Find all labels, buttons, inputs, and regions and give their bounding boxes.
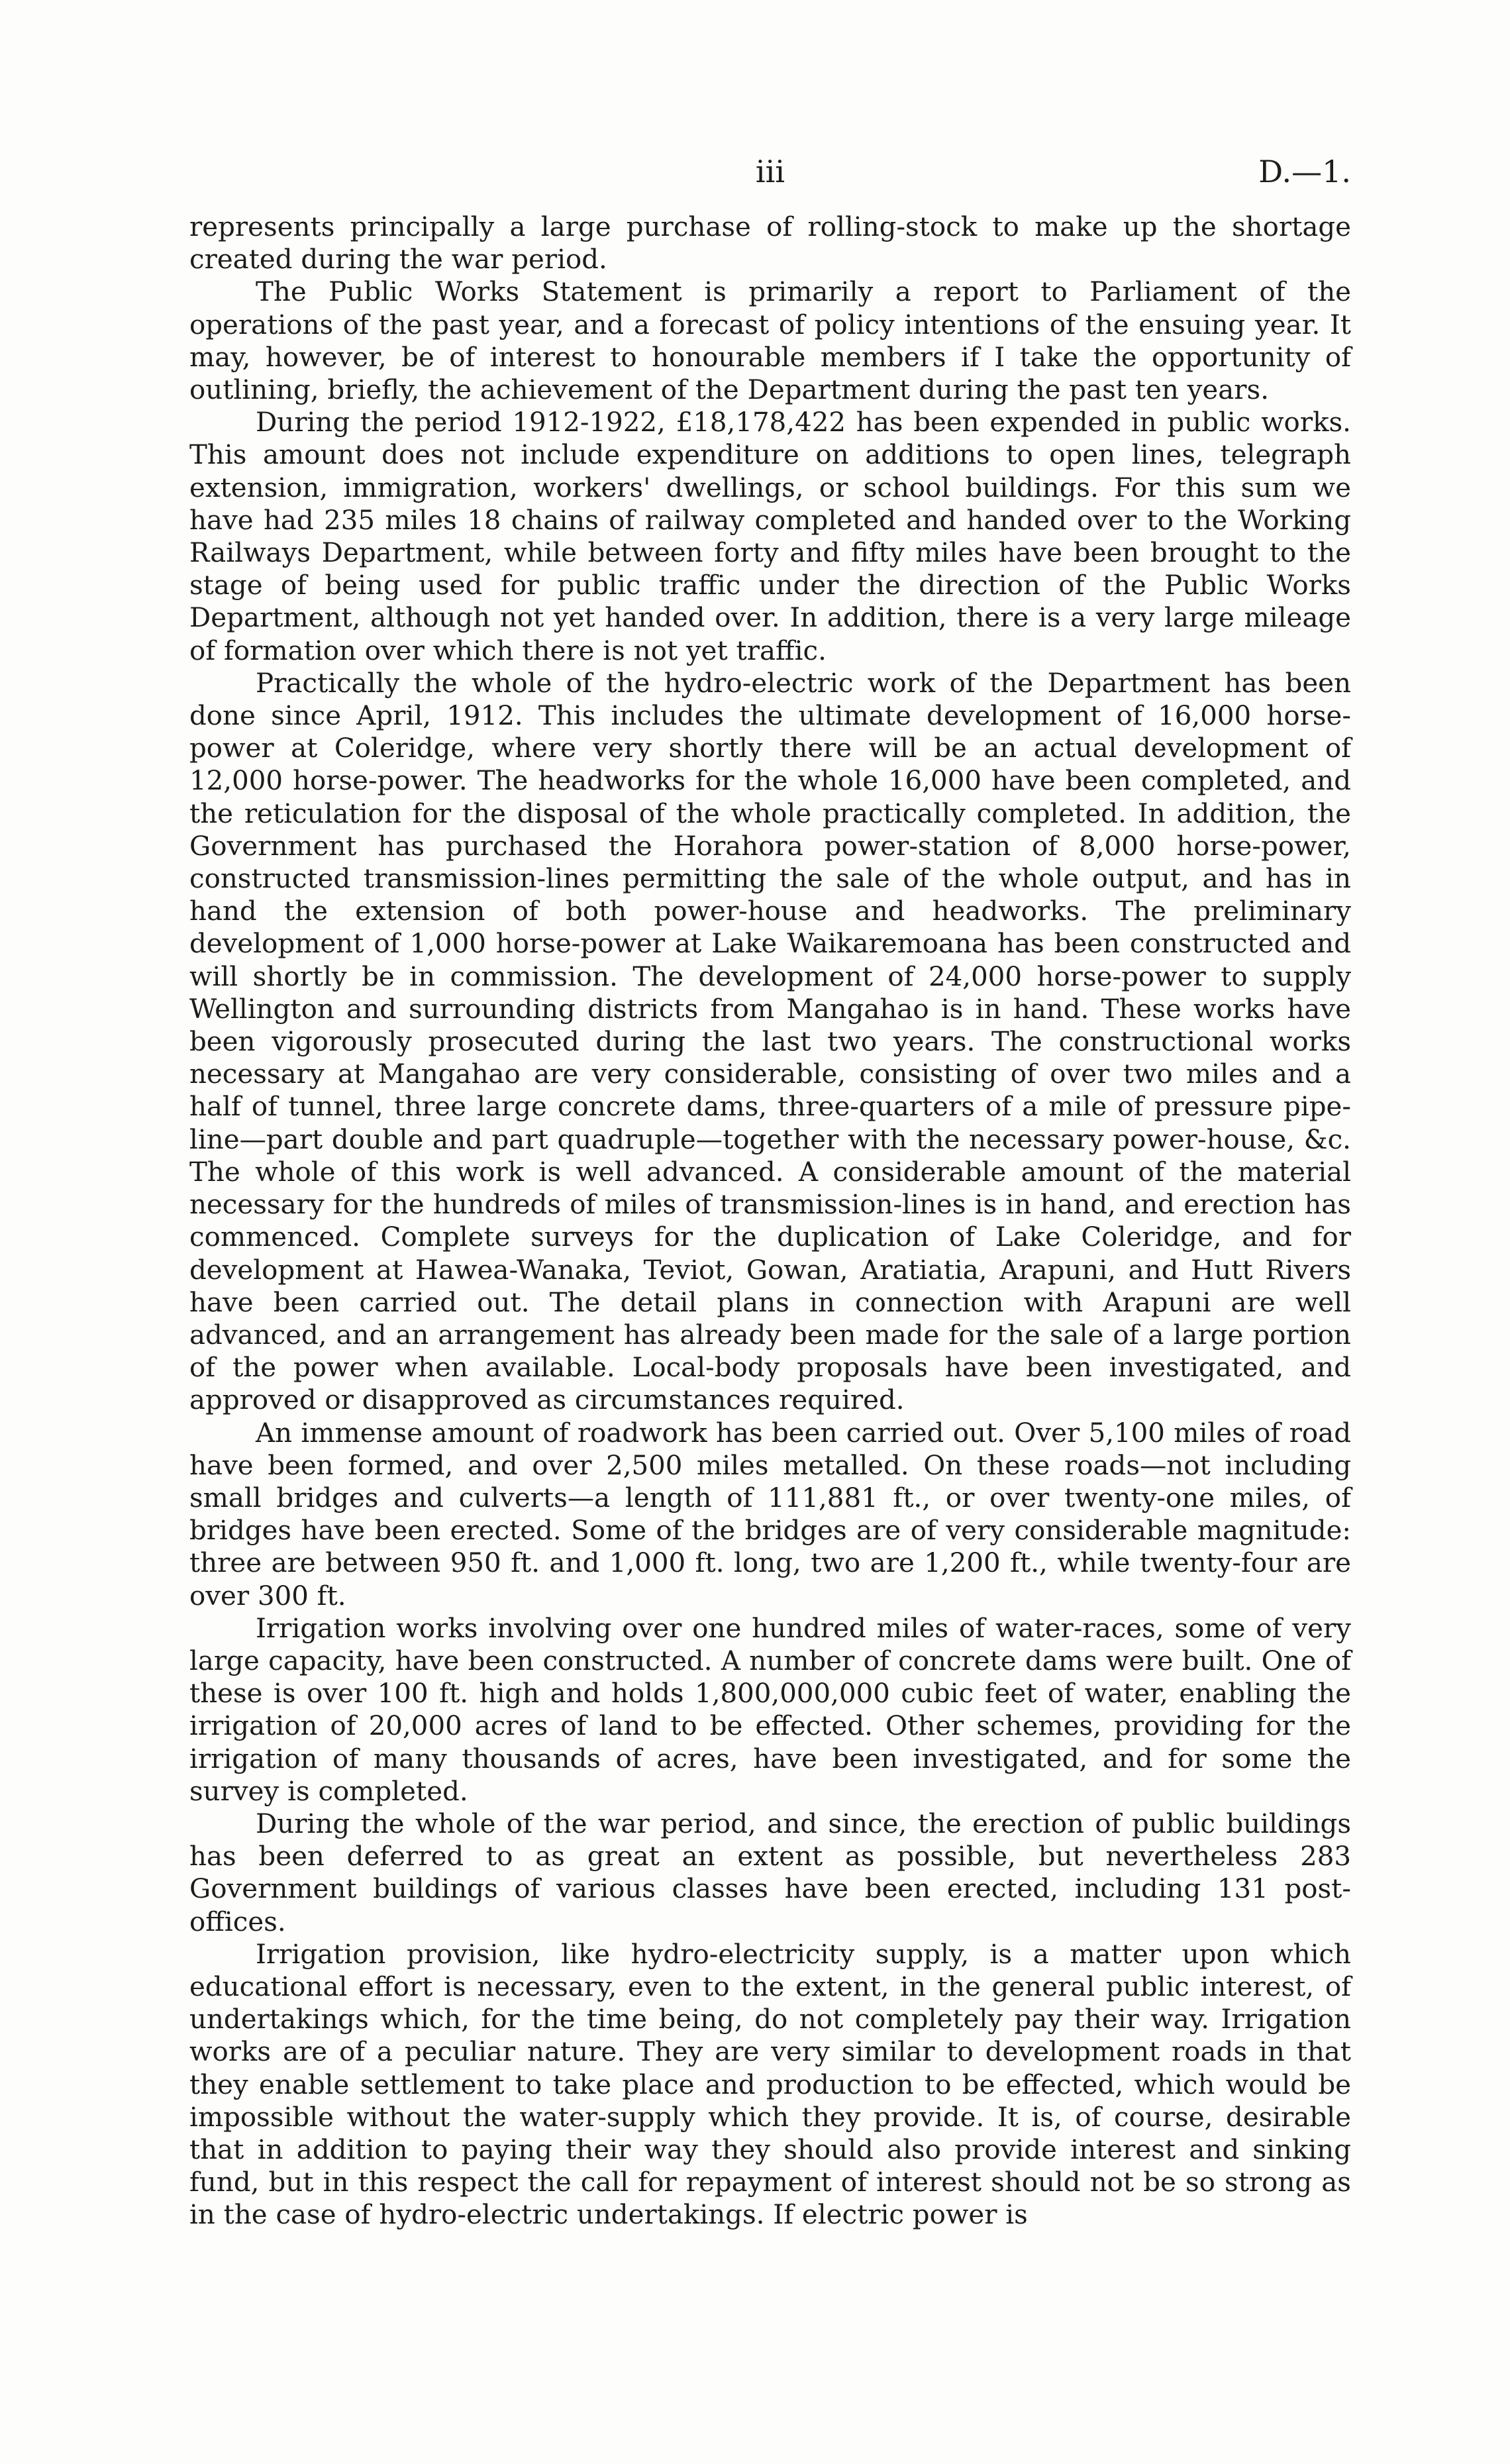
paragraph-hydro-electric: Practically the whole of the hydro-electric work of the Department has been done since April, 1912. This includes the ultimate development of 16,000 horse-power at Coleridge, where very shortly there will be an actual development of 12,000 horse-power. The headworks for the whole 16,000 have been completed, and the reticulation for the disposal of the whole practically completed. In addition, the Government has purchased the Horahora power-station of 8,000 horse-power, constructed transmission-lines permitting the sale of the whole output, and has in hand the extension of both power-house and headworks. The preliminary development of 1,000 horse-power at Lake Waikaremoana has been constructed and will shortly be in commission. The development of 24,000 horse-power to supply Wellington and surrounding districts from Mangahao is in hand. These works have been vigorously prosecuted during the last two years. The constructional works necessary at Mangahao are very considerable, consisting of over two miles and a half of tunnel, three large concrete dams, three-quarters of a mile of pressure pipe-line—part double and part quadruple—together with the necessary power-house, &c. The whole of this work is well advanced. A considerable amount of the material necessary for the hundreds of miles of transmission-lines is in hand, and erection has commenced. Complete surveys for the duplication of Lake Coleridge, and for development at Hawea-Wanaka, Teviot, Gowan, Aratiatia, Arapuni, and Hutt Rivers have been carried out. The detail plans in connection with Arapuni are well advanced, and an arrangement has already been made for the sale of a large portion of the power when available. Local-body proposals have been investigated, and approved or disapproved as circumstances required. [189, 667, 1351, 1416]
page-number: iii [755, 154, 785, 189]
paragraph-irrigation-provision: Irrigation provision, like hydro-electricity supply, is a matter upon which educational effort is necessary, even to the extent, in the general public interest, of undertakings which, for the time being, do not completely pay their way. Irrigation works are of a peculiar nature. They are very similar to development roads in that they enable settlement to take place and production to be effected, which would be impossible without the water-supply which they provide. It is, of course, desirable that in addition to paying their way they should also provide interest and sinking fund, but in this respect the call for repayment of interest should not be so strong as in the case of hydro-electric undertakings. If electric power is [189, 1938, 1351, 2231]
page-header [189, 154, 1351, 200]
paragraph-continuation: represents principally a large purchase of rolling-stock to make up the shortage created during the war period. [189, 211, 1351, 276]
paragraph-roadwork: An immense amount of roadwork has been carried out. Over 5,100 miles of road have been formed, and over 2,500 miles metalled. On these roads—not including small bridges and culverts—a length of 111,881 ft., or over twenty-one miles, of bridges have been erected. Some of the bridges are of very considerable magnitude: three are between 950 ft. and 1,000 ft. long, two are 1,200 ft., while twenty-four are over 300 ft. [189, 1417, 1351, 1612]
paragraph-public-works-statement: The Public Works Statement is primarily a report to Parliament of the operations of the past year, and a forecast of policy intentions of the ensuing year. It may, however, be of interest to honourable members if I take the opportunity of outlining, briefly, the achievement of the Department during the past ten years. [189, 276, 1351, 406]
paragraph-irrigation-works: Irrigation works involving over one hundred miles of water-races, some of very large capacity, have been constructed. A number of concrete dams were built. One of these is over 100 ft. high and holds 1,800,000,000 cubic feet of water, enabling the irrigation of 20,000 acres of land to be effected. Other schemes, providing for the irrigation of many thousands of acres, have been investigated, and for some the survey is completed. [189, 1612, 1351, 1807]
body-text [189, 211, 1351, 2232]
paragraph-public-buildings: During the whole of the war period, and since, the erection of public buildings has been deferred to as great an extent as possible, but nevertheless 283 Government buildings of various classes have been erected, including 131 post-offices. [189, 1808, 1351, 1937]
document-reference: D.—1. [1258, 154, 1351, 189]
paragraph-expenditure: During the period 1912-1922, £18,178,422 has been expended in public works. This amount does not include expenditure on additions to open lines, telegraph extension, immigration, workers' dwellings, or school buildings. For this sum we have had 235 miles 18 chains of railway completed and handed over to the Working Railways Department, while between forty and fifty miles have been brought to the stage of being used for public traffic under the direction of the Public Works Department, although not yet handed over. In addition, there is a very large mileage of formation over which there is not yet traffic. [189, 407, 1351, 666]
